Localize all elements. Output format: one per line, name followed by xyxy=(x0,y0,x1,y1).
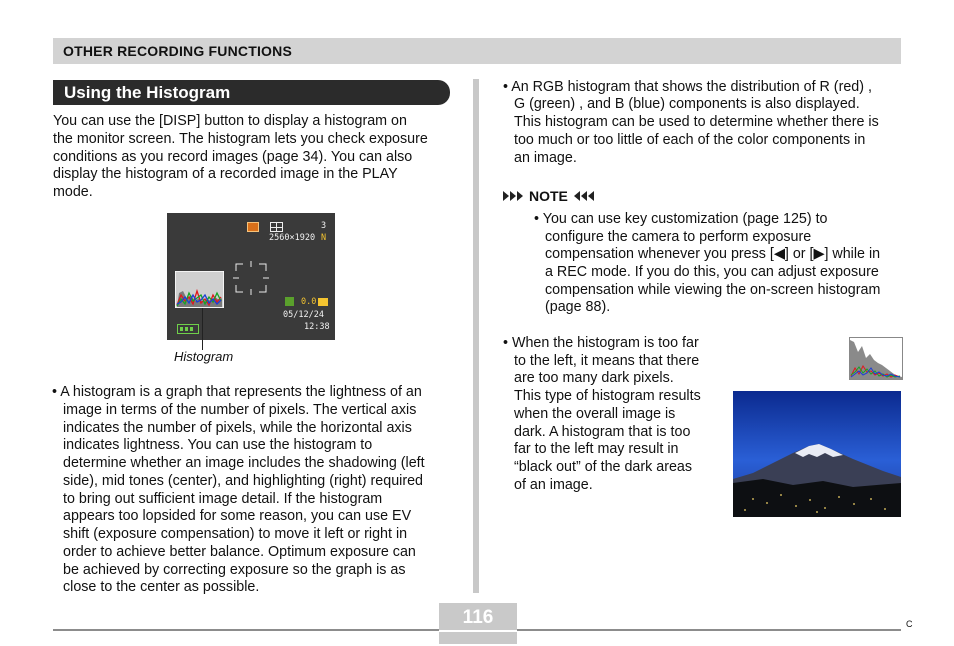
camera-screen-image xyxy=(167,213,335,340)
footer-rule-left xyxy=(53,629,439,631)
section-header: OTHER RECORDING FUNCTIONS xyxy=(63,43,292,59)
time-readout: 12:38 xyxy=(304,322,330,332)
ev-readout: 0.0 xyxy=(301,297,317,307)
explanation-line: side), mid tones (center), and highlighting (right) required xyxy=(63,473,423,489)
ev-icon xyxy=(285,297,294,306)
explanation-line: determine whether an image includes the shadowing (left xyxy=(63,455,425,471)
caption-leader-line xyxy=(202,308,203,350)
focus-frame-icon xyxy=(233,261,269,295)
explanation-line: indicates the number of pixels, while the horizontal axis xyxy=(63,420,412,436)
histogram-caption: Histogram xyxy=(174,349,234,364)
histogram-thumbnail xyxy=(849,337,903,380)
explanation-line: be achieved by correcting exposure so the graph is as xyxy=(63,562,406,578)
column-divider xyxy=(473,79,479,593)
resolution-readout: 2560×1920 xyxy=(269,233,316,243)
footer-rule-right xyxy=(517,629,901,631)
dark-line: dark. A histogram that is too xyxy=(514,424,691,440)
page-number: 116 xyxy=(462,607,494,628)
ev-arrows-icon xyxy=(318,298,328,306)
note-line: • You can use key customization (page 125) to xyxy=(534,211,828,227)
rgb-line: too much or too little of each of the color components in xyxy=(514,132,866,148)
page-number-tab xyxy=(439,632,517,644)
dark-line: This type of histogram results xyxy=(514,388,701,404)
intro-line: the monitor screen. The histogram lets you check exposure xyxy=(53,131,428,147)
mountain-photo xyxy=(733,391,901,517)
note-line: a REC mode. If you do this, you can adjust exposure xyxy=(545,264,879,280)
intro-line: mode. xyxy=(53,184,93,200)
note-line: compensation while viewing the on-screen histogram xyxy=(545,282,881,298)
intro-line: conditions as you record images (page 34). You can also xyxy=(53,149,413,165)
explanation-line: shift (exposure compensation) to move it left or right in xyxy=(63,526,408,542)
dark-line: to the left, it means that there xyxy=(514,353,700,369)
section-header-bar xyxy=(53,38,901,64)
explanation-line: image in terms of the number of pixels. The vertical axis xyxy=(63,402,417,418)
size-icon xyxy=(270,222,283,232)
shot-count: 3 xyxy=(321,221,327,231)
quality-readout: N xyxy=(321,233,327,243)
note-label: NOTE xyxy=(529,188,568,204)
dark-line: far to the left may result in xyxy=(514,441,679,457)
date-readout: 05/12/24 xyxy=(283,310,324,320)
record-mode-icon xyxy=(247,222,259,232)
intro-line: display the histogram of a recorded image in the PLAY xyxy=(53,166,398,182)
battery-icon xyxy=(177,324,199,334)
note-line: compensation whenever you press [◀] or [▶] while in xyxy=(545,246,881,262)
dark-line: are too many dark pixels. xyxy=(514,370,674,386)
dark-line: when the overall image is xyxy=(514,406,676,422)
explanation-line: close to the center as possible. xyxy=(63,579,260,595)
rgb-line: an image. xyxy=(514,150,577,166)
dark-line: “black out” of the dark areas xyxy=(514,459,693,475)
intro-line: You can use the [DISP] button to display a histogram on xyxy=(53,113,407,129)
note-marker-right-icon xyxy=(574,190,596,202)
explanation-line: order to achieve better balance. Optimum exposure can xyxy=(63,544,416,560)
note-line: configure the camera to perform exposure xyxy=(545,229,812,245)
note-line: (page 88). xyxy=(545,299,611,315)
page-title-bar xyxy=(53,80,450,105)
explanation-line: • A histogram is a graph that represents the lightness of an xyxy=(52,384,422,400)
histogram-panel-icon xyxy=(175,271,224,308)
note-marker-left-icon xyxy=(503,190,525,202)
rgb-line: G (green) , and B (blue) components is also displayed. xyxy=(514,96,860,112)
explanation-line: appears too lopsided for some reason, you can use EV xyxy=(63,508,412,524)
corner-mark: C xyxy=(906,619,913,629)
explanation-line: indicates lightness. You can use the histogram to xyxy=(63,437,373,453)
rgb-line: This histogram can be used to determine whether there is xyxy=(514,114,879,130)
rgb-line: • An RGB histogram that shows the distribution of R (red) , xyxy=(503,79,872,95)
explanation-line: to bring out sufficient image detail. If the histogram xyxy=(63,491,383,507)
page-title: Using the Histogram xyxy=(64,83,231,102)
dark-line: of an image. xyxy=(514,477,593,493)
page-number-box xyxy=(439,603,517,630)
dark-line: • When the histogram is too far xyxy=(503,335,699,351)
